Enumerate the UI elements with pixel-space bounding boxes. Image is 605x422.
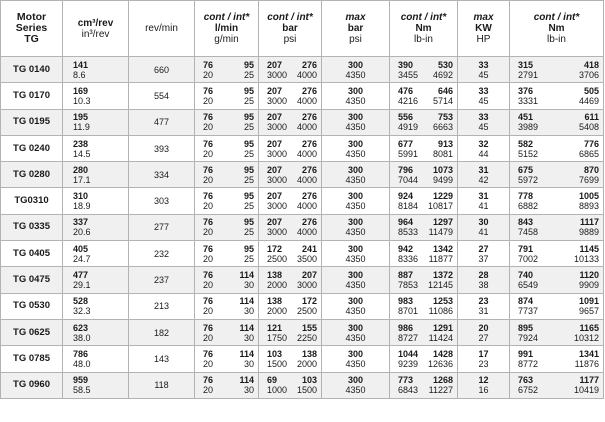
flow-cell: 76 95 20 25 [195, 162, 259, 188]
table-row [1, 162, 604, 188]
pressure-cell: 138 172 2000 2500 [259, 293, 322, 319]
torque-2-cell: 763 1177 6752 10419 [510, 372, 604, 398]
displacement-cell: 477 29.1 [63, 267, 129, 293]
header-pressure: cont / int* bar psi [259, 1, 322, 57]
pressure-cell: 207 276 3000 4000 [259, 135, 322, 161]
table-row [1, 372, 604, 398]
displacement-cell: 786 48.0 [63, 346, 129, 372]
speed-cell: 182 [129, 319, 195, 345]
torque-2-cell: 991 1341 8772 11876 [510, 346, 604, 372]
model-cell: TG 0785 [1, 346, 63, 372]
max-pressure-cell: 300 4350 [322, 346, 390, 372]
model-cell: TG 0960 [1, 372, 63, 398]
torque-cell: 986 1291 8727 11424 [390, 319, 458, 345]
model-cell: TG 0625 [1, 319, 63, 345]
torque-cell: 942 1342 8336 11877 [390, 241, 458, 267]
torque-2-cell: 791 1145 7002 10133 [510, 241, 604, 267]
flow-cell: 76 114 20 30 [195, 346, 259, 372]
pressure-cell: 207 276 3000 4000 [259, 57, 322, 83]
header-model: Motor Series TG [1, 1, 63, 57]
flow-cell: 76 95 20 25 [195, 109, 259, 135]
flow-cell: 76 114 20 30 [195, 372, 259, 398]
max-pressure-cell: 300 4350 [322, 57, 390, 83]
pressure-cell: 172 241 2500 3500 [259, 241, 322, 267]
torque-2-cell: 451 611 3989 5408 [510, 109, 604, 135]
header-max-pressure: max bar psi [322, 1, 390, 57]
torque-2-cell: 778 1005 6882 8893 [510, 188, 604, 214]
flow-cell: 76 95 20 25 [195, 241, 259, 267]
table-row [1, 267, 604, 293]
table-row [1, 214, 604, 240]
table-row [1, 109, 604, 135]
speed-cell: 393 [129, 135, 195, 161]
flow-cell: 76 114 20 30 [195, 267, 259, 293]
torque-cell: 390 530 3455 4692 [390, 57, 458, 83]
flow-cell: 76 95 20 25 [195, 188, 259, 214]
displacement-cell: 623 38.0 [63, 319, 129, 345]
pressure-cell: 207 276 3000 4000 [259, 83, 322, 109]
torque-2-cell: 740 1120 6549 9909 [510, 267, 604, 293]
flow-cell: 76 95 20 25 [195, 135, 259, 161]
torque-cell: 677 913 5991 8081 [390, 135, 458, 161]
table-row [1, 346, 604, 372]
power-cell: 32 44 [458, 135, 510, 161]
model-cell: TG 0195 [1, 109, 63, 135]
header-torque-2: cont / int* Nm lb-in [510, 1, 604, 57]
power-cell: 20 27 [458, 319, 510, 345]
header-torque: cont / int* Nm lb-in [390, 1, 458, 57]
displacement-cell: 280 17.1 [63, 162, 129, 188]
displacement-cell: 310 18.9 [63, 188, 129, 214]
torque-2-cell: 874 1091 7737 9657 [510, 293, 604, 319]
pressure-cell: 207 276 3000 4000 [259, 162, 322, 188]
power-cell: 12 16 [458, 372, 510, 398]
displacement-cell: 141 8.6 [63, 57, 129, 83]
header-power: max KW HP [458, 1, 510, 57]
power-cell: 31 41 [458, 188, 510, 214]
max-pressure-cell: 300 4350 [322, 319, 390, 345]
table-row [1, 319, 604, 345]
max-pressure-cell: 300 4350 [322, 293, 390, 319]
model-cell: TG0310 [1, 188, 63, 214]
header-flow: cont / int* l/min g/min [195, 1, 259, 57]
torque-cell: 476 646 4216 5714 [390, 83, 458, 109]
flow-cell: 76 95 20 25 [195, 214, 259, 240]
speed-cell: 334 [129, 162, 195, 188]
torque-2-cell: 376 505 3331 4469 [510, 83, 604, 109]
displacement-cell: 238 14.5 [63, 135, 129, 161]
speed-cell: 237 [129, 267, 195, 293]
torque-cell: 773 1268 6843 11227 [390, 372, 458, 398]
pressure-cell: 69 103 1000 1500 [259, 372, 322, 398]
speed-cell: 143 [129, 346, 195, 372]
table-row [1, 57, 604, 83]
speed-cell: 232 [129, 241, 195, 267]
pressure-cell: 121 155 1750 2250 [259, 319, 322, 345]
displacement-cell: 405 24.7 [63, 241, 129, 267]
model-cell: TG 0335 [1, 214, 63, 240]
pressure-cell: 207 276 3000 4000 [259, 188, 322, 214]
table-row [1, 241, 604, 267]
torque-2-cell: 315 418 2791 3706 [510, 57, 604, 83]
power-cell: 33 45 [458, 109, 510, 135]
speed-cell: 477 [129, 109, 195, 135]
speed-cell: 303 [129, 188, 195, 214]
flow-cell: 76 114 20 30 [195, 319, 259, 345]
torque-cell: 556 753 4919 6663 [390, 109, 458, 135]
displacement-cell: 528 32.3 [63, 293, 129, 319]
model-cell: TG 0170 [1, 83, 63, 109]
header-displacement: cm³/rev in³/rev [63, 1, 129, 57]
table-header [1, 1, 604, 57]
model-cell: TG 0240 [1, 135, 63, 161]
power-cell: 23 31 [458, 293, 510, 319]
max-pressure-cell: 300 4350 [322, 135, 390, 161]
displacement-cell: 337 20.6 [63, 214, 129, 240]
max-pressure-cell: 300 4350 [322, 372, 390, 398]
table-row [1, 293, 604, 319]
torque-cell: 983 1253 8701 11086 [390, 293, 458, 319]
speed-cell: 213 [129, 293, 195, 319]
max-pressure-cell: 300 4350 [322, 214, 390, 240]
max-pressure-cell: 300 4350 [322, 241, 390, 267]
torque-cell: 924 1229 8184 10817 [390, 188, 458, 214]
table-row [1, 135, 604, 161]
flow-cell: 76 95 20 25 [195, 83, 259, 109]
model-cell: TG 0280 [1, 162, 63, 188]
table-row [1, 83, 604, 109]
max-pressure-cell: 300 4350 [322, 109, 390, 135]
speed-cell: 118 [129, 372, 195, 398]
table-row [1, 188, 604, 214]
speed-cell: 554 [129, 83, 195, 109]
pressure-cell: 103 138 1500 2000 [259, 346, 322, 372]
power-cell: 31 42 [458, 162, 510, 188]
torque-cell: 887 1372 7853 12145 [390, 267, 458, 293]
torque-2-cell: 582 776 5152 6865 [510, 135, 604, 161]
flow-cell: 76 114 20 30 [195, 293, 259, 319]
power-cell: 17 23 [458, 346, 510, 372]
torque-cell: 796 1073 7044 9499 [390, 162, 458, 188]
max-pressure-cell: 300 4350 [322, 188, 390, 214]
torque-2-cell: 843 1117 7458 9889 [510, 214, 604, 240]
model-cell: TG 0530 [1, 293, 63, 319]
power-cell: 33 45 [458, 57, 510, 83]
power-cell: 33 45 [458, 83, 510, 109]
flow-cell: 76 95 20 25 [195, 57, 259, 83]
pressure-cell: 207 276 3000 4000 [259, 109, 322, 135]
torque-cell: 1044 1428 9239 12636 [390, 346, 458, 372]
power-cell: 30 41 [458, 214, 510, 240]
displacement-cell: 195 11.9 [63, 109, 129, 135]
header-speed: rev/min [129, 1, 195, 57]
speed-cell: 277 [129, 214, 195, 240]
power-cell: 28 38 [458, 267, 510, 293]
torque-cell: 964 1297 8533 11479 [390, 214, 458, 240]
power-cell: 27 37 [458, 241, 510, 267]
max-pressure-cell: 300 4350 [322, 162, 390, 188]
displacement-cell: 959 58.5 [63, 372, 129, 398]
model-cell: TG 0475 [1, 267, 63, 293]
max-pressure-cell: 300 4350 [322, 83, 390, 109]
pressure-cell: 207 276 3000 4000 [259, 214, 322, 240]
torque-2-cell: 895 1165 7924 10312 [510, 319, 604, 345]
model-cell: TG 0405 [1, 241, 63, 267]
torque-2-cell: 675 870 5972 7699 [510, 162, 604, 188]
pressure-cell: 138 207 2000 3000 [259, 267, 322, 293]
displacement-cell: 169 10.3 [63, 83, 129, 109]
table-body [1, 57, 604, 399]
speed-cell: 660 [129, 57, 195, 83]
model-cell: TG 0140 [1, 57, 63, 83]
max-pressure-cell: 300 4350 [322, 267, 390, 293]
